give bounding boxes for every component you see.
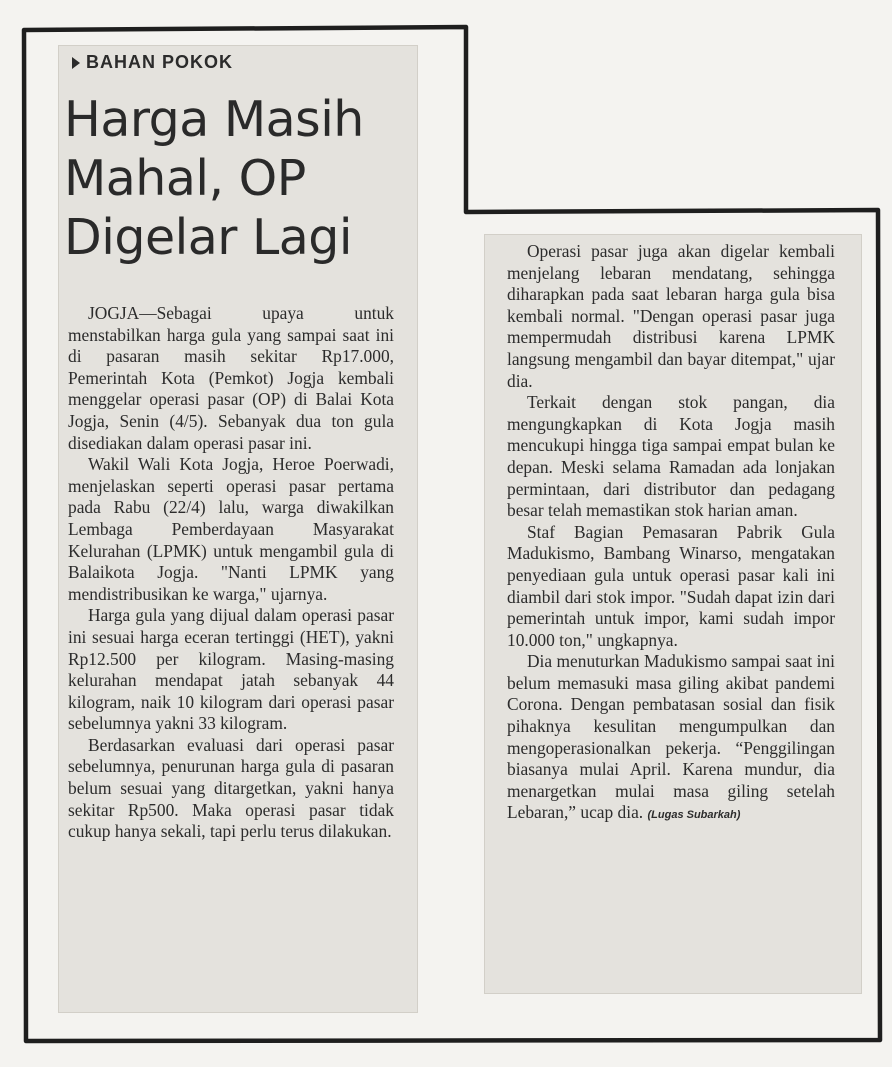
article-body-right xyxy=(507,241,835,827)
body-paragraph: Staf Bagian Pemasaran Pabrik Gula Madukismo, Bambang Winarso, mengatakan penyediaan gula untuk operasi pasar kali ini diambil dari stok impor. "Sudah dapat izin dari pemerintah untuk impor, kami sudah impor 10.000 ton," ungkapnya. xyxy=(507,521,835,650)
body-paragraph: JOGJA—Sebagai upaya untuk menstabilkan harga gula yang sampai saat ini di pasaran masih sekitar Rp17.000, Pemerintah Kota (Pemkot) Jogja kembali menggelar operasi pasar (OP) di Balai Kota Jogja, Senin (4/5). Sebanyak dua ton gula disediakan dalam operasi pasar ini. xyxy=(68,303,394,453)
body-paragraph: Harga gula yang dijual dalam operasi pasar ini sesuai harga eceran tertinggi (HET), yakni Rp12.500 per kilogram. Masing-masing kelurahan mendapat jatah sebanyak 44 kilogram, naik 10 kilogram dari operasi pasar sebelumnya yakni 33 kilogram. xyxy=(68,605,394,734)
headline-line: Mahal, OP xyxy=(64,150,306,207)
section-kicker xyxy=(72,52,233,73)
article-body-left xyxy=(68,303,394,843)
body-paragraph-text: Dia menuturkan Madukismo sampai saat ini belum memasuki masa giling akibat pandemi Corona. Dengan pembatasan sosial dan fisik pihaknya kesulitan mengumpulkan dan mengoperasionalkan pekerja. “Penggilingan biasanya mulai April. Karena mundur, dia menargetkan mulai masa giling setelah Lebaran,” ucap dia. xyxy=(507,651,835,823)
headline-line: Harga Masih xyxy=(64,91,364,148)
byline: (Lugas Subarkah) xyxy=(647,809,741,822)
headline xyxy=(64,90,414,267)
body-paragraph: Wakil Wali Kota Jogja, Heroe Poerwadi, menjelaskan seperti operasi pasar pertama pada Rabu (22/4) lalu, warga diwakilkan Lembaga Pemberdayaan Masyarakat Kelurahan (LPMK) untuk mengambil gula di Balaikota Jogja. "Nanti LPMK yang mendistribusikan ke warga," ujarnya. xyxy=(68,454,394,604)
body-paragraph xyxy=(507,651,835,827)
triangle-bullet-icon xyxy=(72,57,80,69)
body-paragraph: Operasi pasar juga akan digelar kembali menjelang lebaran mendatang, sehingga diharapkan pada saat lebaran harga gula bisa kembali normal. "Dengan operasi pasar juga mempermudah distribusi karena LPMK langsung mengambil dan bayar ditempat," ujar dia. xyxy=(507,241,835,391)
body-paragraph: Berdasarkan evaluasi dari operasi pasar sebelumnya, penurunan harga gula di pasaran belum sesuai yang ditargetkan, yakni hanya sekitar Rp500. Maka operasi pasar tidak cukup hanya sekali, tapi perlu terus dilakukan. xyxy=(68,734,394,842)
kicker-label: BAHAN POKOK xyxy=(86,52,234,72)
body-paragraph: Terkait dengan stok pangan, dia mengungkapkan di Kota Jogja masih mencukupi hingga tiga sampai empat bulan ke depan. Meski selama Ramadan ada lonjakan permintaan, dari distributor dan pedagang besar telah memastikan stok harian aman. xyxy=(507,392,835,521)
headline-line: Digelar Lagi xyxy=(64,209,352,266)
